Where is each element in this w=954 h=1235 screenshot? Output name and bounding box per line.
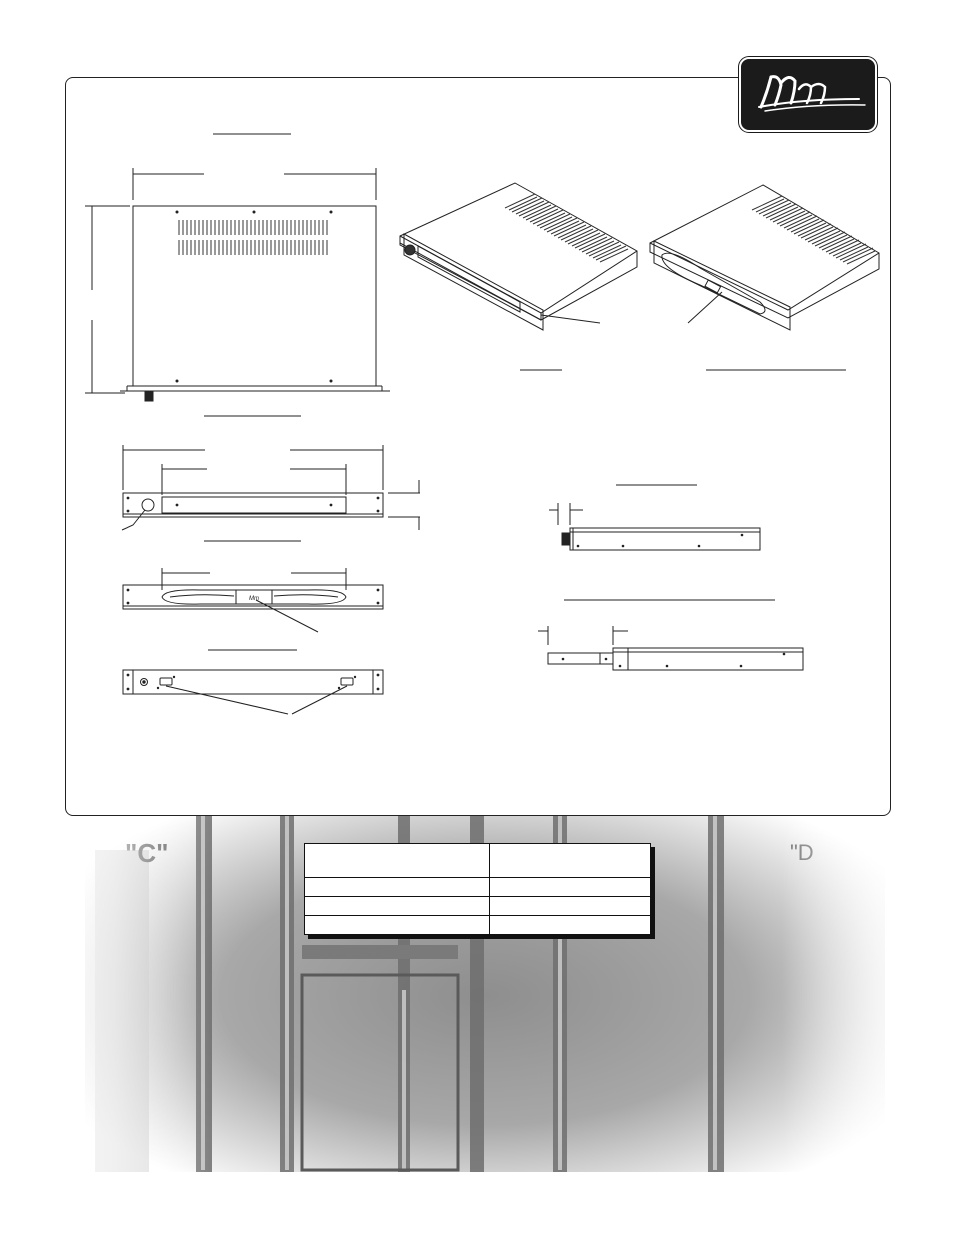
- table-cell: [305, 916, 490, 935]
- logo-mark-icon: [741, 59, 875, 130]
- svg-text:Mm: Mm: [249, 596, 259, 602]
- top-view-drawing: [85, 134, 390, 401]
- table-header-cell: [490, 844, 651, 878]
- brand-logo: [739, 57, 877, 132]
- table-header-cell: [305, 844, 490, 878]
- table-cell: [490, 897, 651, 916]
- iso-view-right-drawing: [650, 185, 879, 370]
- side-view-drawing: [549, 485, 760, 550]
- table-cell: [490, 916, 651, 935]
- table-row: [305, 916, 651, 935]
- front-view-drawing: [122, 416, 420, 530]
- iso-view-left-drawing: [400, 183, 637, 370]
- table-cell: [305, 897, 490, 916]
- table-cell: [490, 878, 651, 897]
- table-row: [305, 897, 651, 916]
- table-header-row: [305, 844, 651, 878]
- rear-view-drawing: [123, 650, 383, 714]
- side-view-extended-drawing: [538, 600, 803, 670]
- front-view-alt-drawing: [123, 541, 383, 632]
- table-row: [305, 878, 651, 897]
- spec-table: [304, 843, 651, 935]
- table-cell: [305, 878, 490, 897]
